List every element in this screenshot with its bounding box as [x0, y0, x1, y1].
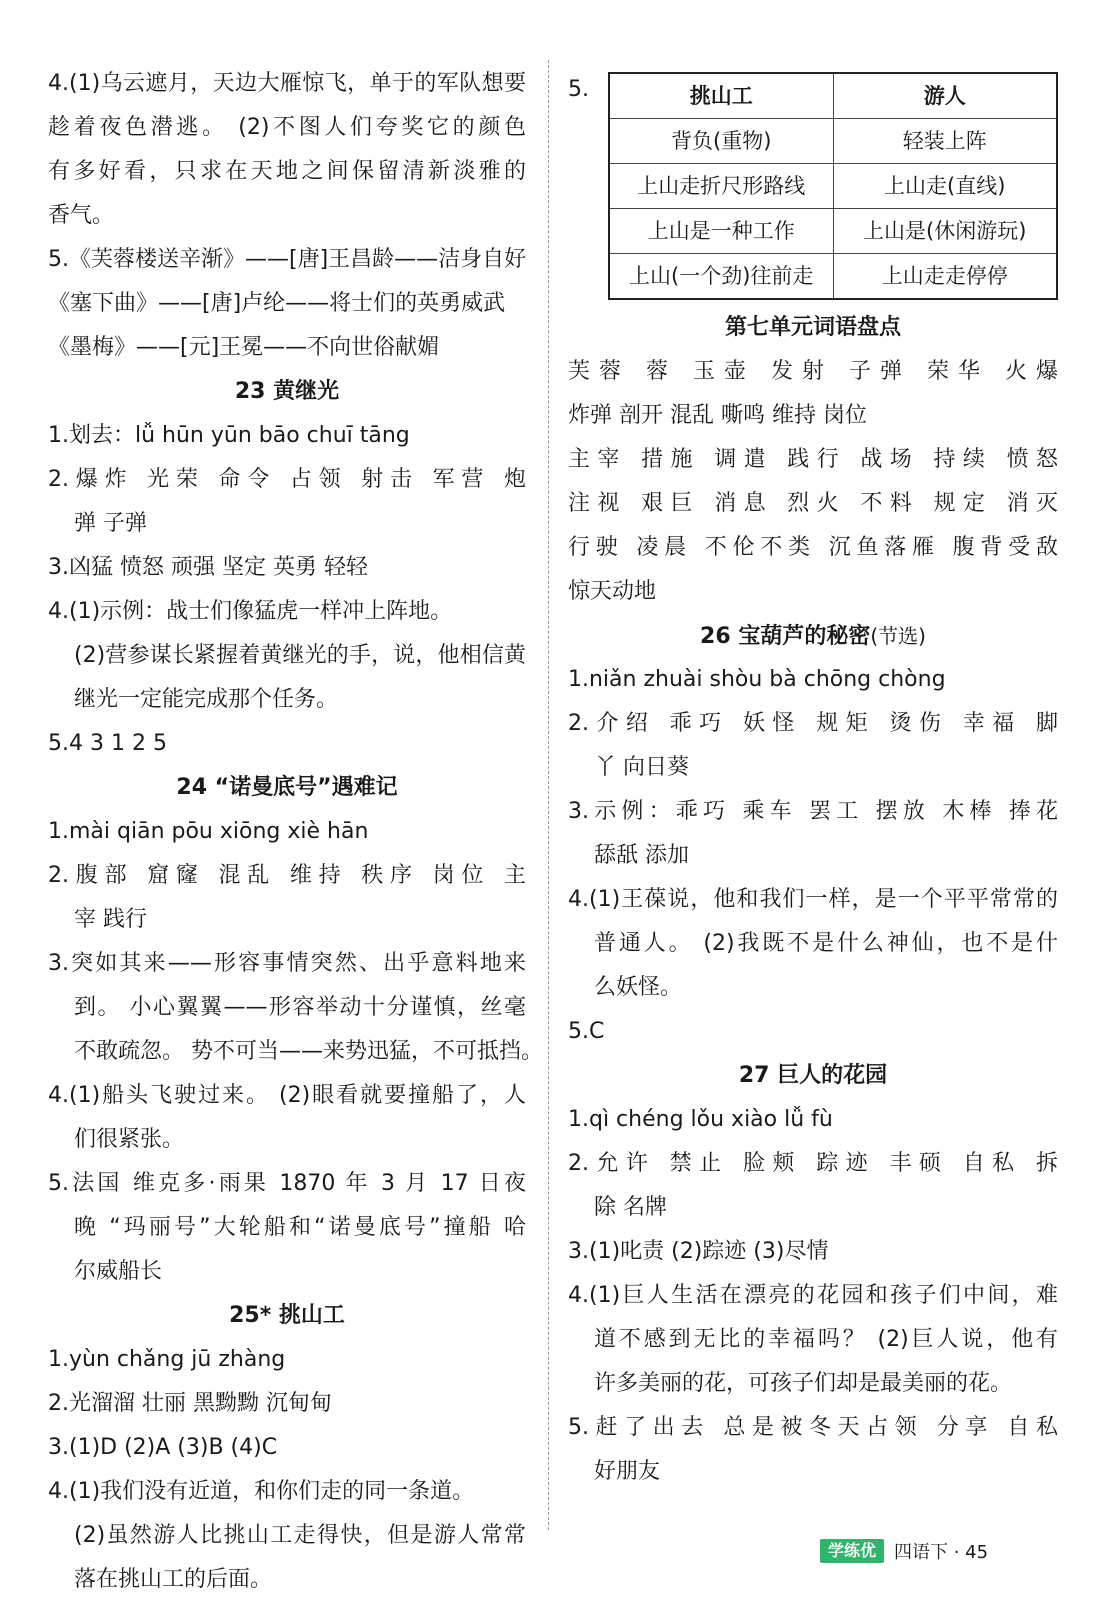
text-line — [48, 942, 526, 986]
text-line — [48, 1514, 526, 1558]
text-line — [48, 326, 526, 370]
line-text: 1.mài qiān pōu xiōng xiè hān — [48, 819, 369, 844]
text-line — [568, 394, 1058, 438]
text-line — [48, 1162, 526, 1206]
text-line — [48, 458, 526, 502]
line-text: 第七单元词语盘点 — [724, 315, 901, 340]
line-text: 2.介绍 乖巧 妖怪 规矩 烫伤 幸福 脚 — [568, 711, 1058, 736]
line-text: 丫 向日葵 — [594, 755, 689, 780]
table-cell: 上山走折尺形路线 — [609, 164, 833, 209]
right-column — [568, 64, 1058, 1494]
line-text: 27 巨人的花园 — [738, 1063, 888, 1088]
line-text: 惊天动地 — [568, 579, 657, 604]
page-footer — [820, 1536, 988, 1566]
text-line — [48, 546, 526, 590]
section-heading — [568, 1054, 1058, 1098]
text-line — [48, 414, 526, 458]
text-line — [568, 1098, 1058, 1142]
line-text: 24 “诺曼底号”遇难记 — [176, 775, 398, 800]
line-text: 4.(1)船头飞驶过来。 (2)眼看就要撞船了，人 — [48, 1083, 526, 1108]
brand-badge: 学练优 — [820, 1539, 884, 1563]
line-text: 5.赶了出去 总是被冬天占领 分享 自私 — [568, 1415, 1058, 1440]
table-cell: 轻装上阵 — [833, 119, 1057, 164]
text-line — [568, 570, 1058, 614]
text-line — [48, 1206, 526, 1250]
line-text: 3.(1)D (2)A (3)B (4)C — [48, 1435, 278, 1460]
line-text: (2)营参谋长紧握着黄继光的手，说，他相信黄 — [74, 643, 526, 668]
text-line — [568, 482, 1058, 526]
line-text: 5.4 3 1 2 5 — [48, 731, 167, 756]
table-row — [609, 254, 1057, 300]
line-text: 2.爆炸 光荣 命令 占领 射击 军营 炮 — [48, 467, 526, 492]
text-line — [48, 238, 526, 282]
heading-note: (节选) — [870, 624, 926, 648]
text-line — [568, 1274, 1058, 1318]
line-text: 弹 子弹 — [74, 511, 147, 536]
line-text: 25* 挑山工 — [229, 1303, 345, 1328]
line-text: 宰 践行 — [74, 907, 147, 932]
text-line — [48, 1074, 526, 1118]
text-line — [568, 702, 1058, 746]
line-text: 1.划去：lǚ hūn yūn bāo chuī tāng — [48, 423, 410, 448]
line-text: 普通人。 (2)我既不是什么神仙，也不是什 — [594, 931, 1058, 956]
table-row — [609, 164, 1057, 209]
table-row — [609, 119, 1057, 164]
line-text: 26 宝葫芦的秘密 — [700, 624, 871, 649]
text-line — [568, 834, 1058, 878]
line-text: 香气。 — [48, 203, 115, 228]
text-line — [48, 106, 526, 150]
line-text: 许多美丽的花，可孩子们却是最美丽的花。 — [594, 1371, 1013, 1396]
page-number: 四语下 · 45 — [894, 1542, 989, 1563]
text-line — [568, 1406, 1058, 1450]
text-line — [48, 282, 526, 326]
question-number: 5. — [568, 77, 589, 102]
line-text: (2)虽然游人比挑山工走得快，但是游人常常 — [74, 1523, 526, 1548]
table-header-cell: 游人 — [833, 73, 1057, 119]
line-text: 有多好看，只求在天地之间保留清新淡雅的 — [48, 159, 526, 184]
text-line — [568, 1142, 1058, 1186]
column-divider — [548, 60, 549, 1530]
line-text: 4.(1)示例：战士们像猛虎一样冲上阵地。 — [48, 599, 453, 624]
text-line — [568, 746, 1058, 790]
table-row — [609, 209, 1057, 254]
table-header-cell: 挑山工 — [609, 73, 833, 119]
line-text: 继光一定能完成那个任务。 — [74, 687, 339, 712]
line-text: 趁着夜色潜逃。 (2)不图人们夸奖它的颜色 — [48, 115, 526, 140]
text-line — [568, 658, 1058, 702]
line-text: 不敢疏忽。 势不可当——来势迅猛，不可抵挡。 — [74, 1039, 543, 1064]
text-line — [568, 1318, 1058, 1362]
line-text: 注视 艰巨 消息 烈火 不料 规定 消灭 — [568, 491, 1058, 516]
text-line — [568, 1186, 1058, 1230]
text-line — [568, 966, 1058, 1010]
text-line — [48, 1250, 526, 1294]
line-text: 1.qì chéng lǒu xiào lǚ fù — [568, 1107, 833, 1132]
text-line — [48, 194, 526, 238]
line-text: 2.腹部 窟窿 混乱 维持 秩序 岗位 主 — [48, 863, 526, 888]
text-line — [568, 1230, 1058, 1274]
text-line — [48, 62, 526, 106]
text-line — [48, 1470, 526, 1514]
comparison-table — [608, 72, 1058, 300]
line-text: 除 名牌 — [594, 1195, 667, 1220]
text-line — [48, 150, 526, 194]
text-line — [48, 722, 526, 766]
right-lines — [568, 306, 1058, 1494]
line-text: 么妖怪。 — [594, 975, 683, 1000]
line-text: 们很紧张。 — [74, 1127, 185, 1152]
text-line — [48, 634, 526, 678]
table-header-row — [609, 73, 1057, 119]
line-text: 4.(1)王葆说，他和我们一样，是一个平平常常的 — [568, 887, 1058, 912]
section-heading — [568, 614, 1058, 658]
text-line — [48, 1338, 526, 1382]
text-line — [48, 502, 526, 546]
line-text: 1.niǎn zhuài shòu bà chōng chòng — [568, 667, 946, 692]
line-text: 2.光溜溜 壮丽 黑黝黝 沉甸甸 — [48, 1391, 332, 1416]
text-line — [568, 878, 1058, 922]
comparison-table-block — [568, 64, 1058, 306]
text-line — [48, 1426, 526, 1470]
line-text: 主宰 措施 调遣 践行 战场 持续 愤怒 — [568, 447, 1058, 472]
left-column — [48, 62, 543, 1602]
text-line — [568, 790, 1058, 834]
section-heading — [48, 1294, 526, 1338]
text-line — [48, 590, 526, 634]
text-line — [48, 1118, 526, 1162]
line-text: 23 黄继光 — [234, 379, 340, 404]
section-heading — [48, 370, 526, 414]
line-text: 到。 小心翼翼——形容举动十分谨慎，丝毫 — [74, 995, 526, 1020]
line-text: 5.C — [568, 1019, 605, 1044]
line-text: 4.(1)我们没有近道，和你们走的同一条道。 — [48, 1479, 475, 1504]
line-text: 《塞下曲》——[唐]卢纶——将士们的英勇威武 — [48, 291, 506, 316]
table-cell: 上山走走停停 — [833, 254, 1057, 300]
text-line — [568, 526, 1058, 570]
line-text: 3.突如其来——形容事情突然、出乎意料地来 — [48, 951, 526, 976]
table-cell: 上山(一个劲)往前走 — [609, 254, 833, 300]
line-text: 5.法国 维克多·雨果 1870 年 3 月 17 日夜 — [48, 1171, 526, 1196]
line-text: 3.凶猛 愤怒 顽强 坚定 英勇 轻轻 — [48, 555, 368, 580]
line-text: 4.(1)巨人生活在漂亮的花园和孩子们中间，难 — [568, 1283, 1058, 1308]
line-text: 落在挑山工的后面。 — [74, 1567, 273, 1592]
text-line — [48, 898, 526, 942]
line-text: 行驶 凌晨 不伦不类 沉鱼落雁 腹背受敌 — [568, 535, 1058, 560]
text-line — [568, 1450, 1058, 1494]
line-text: 芙蓉 蓉 玉壶 发射 子弹 荣华 火爆 — [568, 359, 1058, 384]
line-text: 《墨梅》——[元]王冕——不向世俗献媚 — [48, 335, 440, 360]
text-line — [568, 922, 1058, 966]
text-line — [48, 678, 526, 722]
section-heading — [568, 306, 1058, 350]
line-text: 舔舐 添加 — [594, 843, 689, 868]
line-text: 3.(1)叱责 (2)踪迹 (3)尽情 — [568, 1239, 829, 1264]
text-line — [48, 986, 526, 1030]
text-line — [568, 438, 1058, 482]
table-cell: 上山走(直线) — [833, 164, 1057, 209]
text-line — [568, 1010, 1058, 1054]
text-line — [568, 1362, 1058, 1406]
table-cell: 上山是一种工作 — [609, 209, 833, 254]
text-line — [48, 1382, 526, 1426]
line-text: 尔威船长 — [74, 1259, 163, 1284]
section-heading — [48, 766, 526, 810]
line-text: 道不感到无比的幸福吗？ (2)巨人说，他有 — [594, 1327, 1058, 1352]
line-text: 3.示例：乖巧 乘车 罢工 摆放 木棒 捧花 — [568, 799, 1058, 824]
line-text: 4.(1)乌云遮月，天边大雁惊飞，单于的军队想要 — [48, 71, 526, 96]
line-text: 5.《芙蓉楼送辛渐》——[唐]王昌龄——洁身自好 — [48, 247, 527, 272]
line-text: 好朋友 — [594, 1459, 661, 1484]
line-text: 炸弹 剖开 混乱 嘶鸣 维持 岗位 — [568, 403, 867, 428]
table-cell: 上山是(休闲游玩) — [833, 209, 1057, 254]
text-line — [48, 810, 526, 854]
text-line — [48, 854, 526, 898]
text-line — [48, 1030, 543, 1074]
line-text: 2.允许 禁止 脸颊 踪迹 丰硕 自私 拆 — [568, 1151, 1058, 1176]
line-text: 1.yùn chǎng jū zhàng — [48, 1347, 286, 1372]
line-text: 晚 “玛丽号”大轮船和“诺曼底号”撞船 哈 — [74, 1215, 526, 1240]
table-cell: 背负(重物) — [609, 119, 833, 164]
text-line — [568, 350, 1058, 394]
text-line — [48, 1558, 526, 1602]
